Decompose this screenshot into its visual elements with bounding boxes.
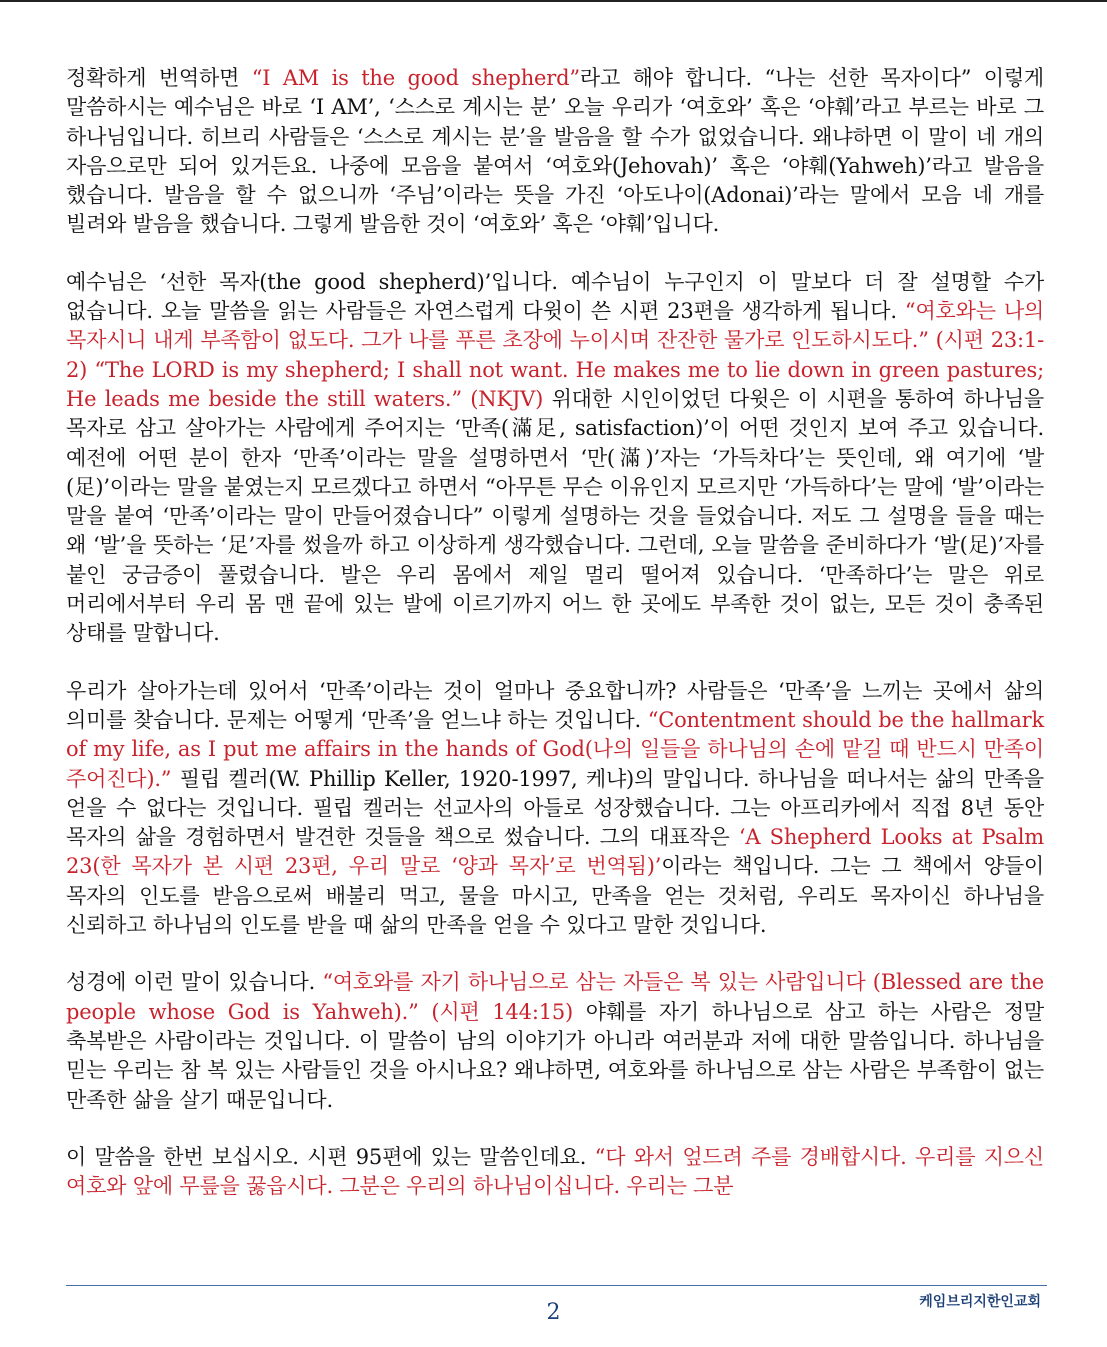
text-segment: 이라는 책입니다. 그는 그 책에서 양들이 목자의 인도를 받음으로써 배불리 먹고, 물을 마시고, 만족을 얻는 것처럼, 우리도 목자이신 하나님을 신뢰하고 하나님의 인도를 받을 때 삶의 만족을 얻을 수 있다고 말한 것입니다. <box>66 854 1044 938</box>
top-border-line <box>0 0 1107 2</box>
article-body <box>66 64 1044 1201</box>
paragraph <box>66 677 1044 941</box>
page-number: 2 <box>546 1300 561 1325</box>
quote-segment: “Contentment should be the hallmark of my life, as I put me affairs in the hands of God(나의 일들을 하나님의 손에 맡길 때 반드시 만족이 주어진다).” <box>66 707 1044 791</box>
text-segment: 라고 해야 합니다. “나는 선한 목자이다” 이렇게 말씀하시는 예수님은 바로 ‘I AM’, ‘스스로 계시는 분’ 오늘 우리가 ‘여호와’ 혹은 ‘야훼’라고 부르는 바로 그 하나님입니다. 히브리 사람들은 ‘스스로 계시는 분’을 발음을 할 수가 없었습니다. 왜냐하면 이 말이 네 개의 자음으로만 되어 있거든요. 나중에 모음을 붙여서 ‘여호와(Jehovah)’ 혹은 ‘야훼(Yahweh)’라고 발음을 했습니다. 발음을 할 수 없으니까 ‘주님’이라는 뜻을 가진 ‘아도나이(Adonai)’라는 말에서 모음 네 개를 빌려와 발음을 했습니다. 그렇게 발음한 것이 ‘여호와’ 혹은 ‘야훼’입니다. <box>66 66 1045 237</box>
paragraph <box>66 1143 1044 1202</box>
text-segment: 성경에 이런 말이 있습니다. <box>66 970 323 995</box>
quote-segment: “여호와를 자기 하나님으로 삼는 자들은 복 있는 사람입니다 (Blessed are the people whose God is Yahweh).” (시편 144:15) <box>66 970 1044 1024</box>
quote-segment: “여호와는 나의 목자시니 내게 부족함이 없도다. 그가 나를 푸른 초장에 누이시며 잔잔한 물가로 인도하시도다.” (시편 23:1-2) “The LORD is my shepherd; I shall not want. He makes me to lie down in green pastures; He leads me beside the still waters.” (NKJV) <box>66 299 1045 411</box>
text-segment: 예수님은 ‘선한 목자(the good shepherd)’입니다. 예수님이 누구인지 이 말보다 더 잘 설명할 수가 없습니다. 오늘 말씀을 읽는 사람들은 자연스럽게 다윗이 쓴 시편 23편을 생각하게 됩니다. <box>66 269 1044 324</box>
quote-segment: “I AM is the good shepherd” <box>251 66 580 90</box>
text-segment: 이 말씀을 한번 보십시오. 시편 95편에 있는 말씀인데요. <box>66 1144 595 1169</box>
footer-divider <box>66 1285 1047 1286</box>
text-segment: 우리가 살아가는데 있어서 ‘만족’이라는 것이 얼마나 중요합니까? 사람들은 ‘만족’을 느끼는 곳에서 삶의 의미를 찾습니다. 문제는 어떻게 ‘만족’을 얻느냐 하는 것입니다. <box>66 678 1044 732</box>
paragraph <box>66 64 1044 240</box>
text-segment: 야훼를 자기 하나님으로 삼고 하는 사람은 정말 축복받은 사람이라는 것입니다. 이 말씀이 남의 이야기가 아니라 여러분과 저에 대한 말씀입니다. 하나님을 믿는 우리는 참 복 있는 사람들인 것을 아시나요? 왜냐하면, 여호와를 하나님으로 삼는 사람은 부족함이 없는 만족한 삶을 살기 때문입니다. <box>66 999 1044 1112</box>
quote-segment: ‘A Shepherd Looks at Psalm 23(한 목자가 본 시편 23편, 우리 말로 ‘양과 목자’로 번역됨)’ <box>66 825 1045 879</box>
quote-segment: “다 와서 엎드려 주를 경배합시다. 우리를 지으신 여호와 앞에 무릎을 꿇읍시다. 그분은 우리의 하나님이십니다. 우리는 그분 <box>66 1144 1044 1199</box>
paragraph <box>66 968 1044 1114</box>
text-segment: 정확하게 번역하면 <box>66 66 252 90</box>
text-segment: 필립 켈러(W. Phillip Keller, 1920-1997, 케냐)의 말입니다. 하나님을 떠나서는 삶의 만족을 얻을 수 없다는 것입니다. 필립 켈러는 선교사의 아들로 성장했습니다. 그는 아프리카에서 직접 8년 동안 목자의 삶을 경험하면서 발견한 것들을 책으로 썼습니다. 그의 대표작은 <box>66 766 1044 850</box>
church-name: 케임브리지한인교회 <box>919 1294 1041 1310</box>
paragraph <box>66 268 1044 649</box>
text-segment: 위대한 시인이었던 다윗은 이 시편을 통하여 하나님을 목자로 삼고 살아가는 사람에게 주어지는 ‘만족(滿足, satisfaction)’이 어떤 것인지 보여 주고 있습니다. 예전에 어떤 분이 한자 ‘만족’이라는 말을 설명하면서 ‘만(滿)’자는 ‘가득차다’는 뜻인데, 왜 여기에 ‘발(足)’이라는 말을 붙였는지 모르겠다고 하면서 “아무튼 무슨 이유인지 모르지만 ‘가득하다’는 말에 ‘발’이라는 말을 붙여 ‘만족’이라는 말이 만들어졌습니다” 이렇게 설명하는 것을 들었습니다. 저도 그 설명을 들을 때는 왜 ‘발’을 뜻하는 ‘足’자를 썼을까 하고 이상하게 생각했습니다. 그런데, 오늘 말씀을 준비하다가 ‘발(足)’자를 붙인 궁금증이 풀렸습니다. 발은 우리 몸에서 제일 멀리 떨어져 있습니다. ‘만족하다’는 말은 위로 머리에서부터 우리 몸 맨 끝에 있는 발에 이르기까지 어느 한 곳에도 부족한 것이 없는, 모든 것이 충족된 상태를 말합니다. <box>66 386 1044 646</box>
